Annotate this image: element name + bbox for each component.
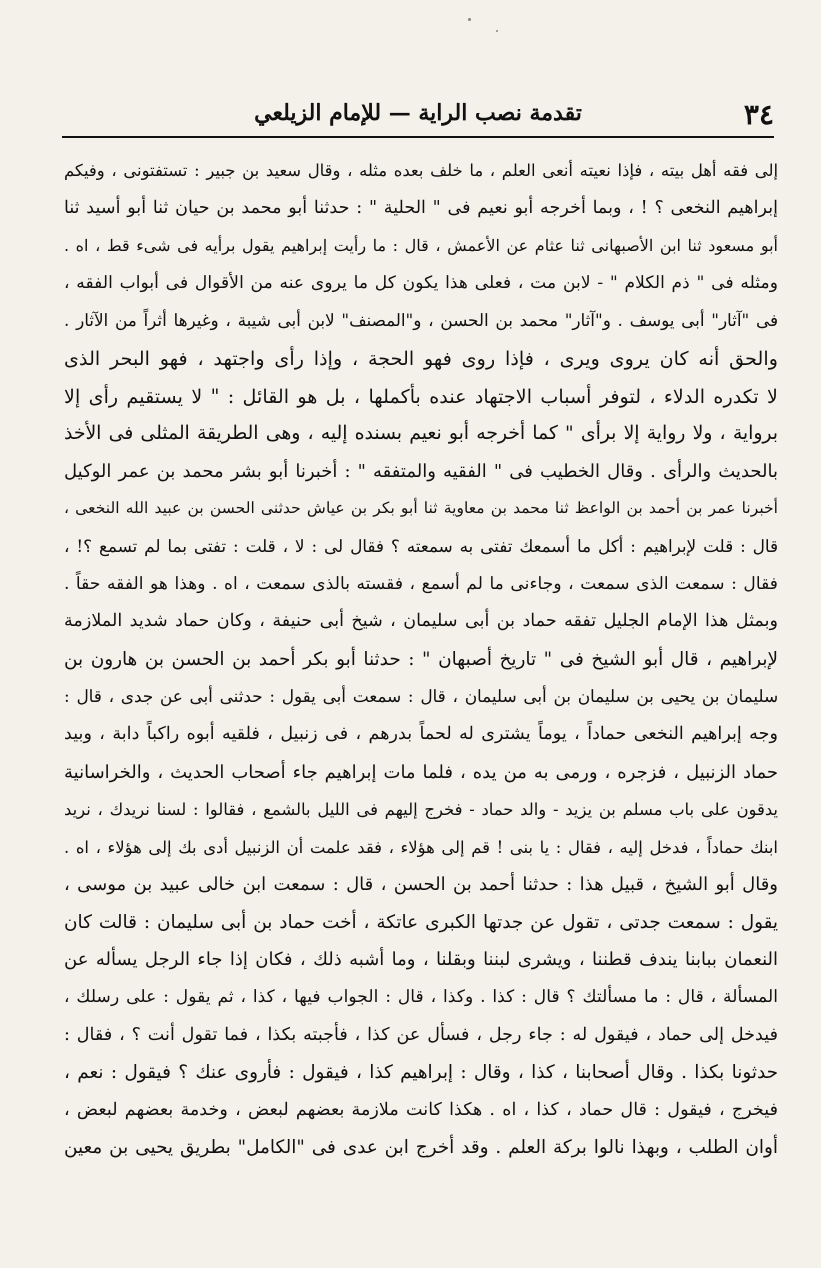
text-line: سليمان بن يحيى بن سليمان بن أبى سليمان ، قال : سمعت أبى يقول : حدثنى أبى عن جدى ، قال : (64, 686, 778, 707)
text-line: فقال : سمعت الذى سمعت ، وجاءنى ما لم أسمع ، فقسته بالذى سمعت ، اه . وهذا هو الفقه حقاً . (64, 573, 778, 594)
text-line: برواية ، ولا رواية إلا برأى " كما أخرجه أبو نعيم بسنده إليه ، وهى الطريقة المثلى فى الأخذ (64, 423, 778, 445)
text-line: فيخرج ، فيقول : قال حماد ، كذا ، اه . هكذا كانت ملازمة بعضهم لبعض ، وخدمة بعضهم لبعض ، (64, 1099, 778, 1120)
text-line: يقول : سمعت جدتى ، تقول عن جدتها الكبرى عاتكة ، أخت حماد بن أبى سليمان : قالت كان (64, 911, 778, 933)
text-line: وجه إبراهيم النخعى حماداً ، يوماً يشترى له لحماً بدرهم ، فى زنبيل ، فلقيه أبوه راكباً دابة ، وبيد (64, 723, 778, 744)
text-line: فيدخل إلى حماد ، فيقول له : جاء رجل ، فسأل عن كذا ، فأجبته بكذا ، فما تقول أنت ؟ ، فقال : (64, 1024, 778, 1045)
text-line: إبراهيم النخعى ؟ ! ، وبما أخرجه أبو نعيم فى " الحلية " : حدثنا أبو محمد بن حيان ثنا أبو أسيد ثنا (64, 197, 778, 218)
text-line: حدثونا بكذا . وقال أصحابنا ، كذا ، وقال : إبراهيم كذا ، فيقول : فأروى عنك ؟ فيقول : نعم ، (64, 1062, 778, 1084)
page-number: ٣٤ (743, 98, 774, 131)
text-line: يدقون على باب مسلم بن يزيد - والد حماد - فخرج إليهم فى الليل بالشمع ، فقالوا : لسنا نريدك ، نريد (64, 800, 778, 820)
text-line: النعمان ببابنا يندف قطننا ، ويشرى لبننا وبقلنا ، وما أشبه ذلك ، فكان إذا جاء الرجل يسأله عن (64, 949, 778, 971)
text-line: أوان الطلب ، وبهذا نالوا بركة العلم . وقد أخرج ابن عدى فى "الكامل" بطريق يحيى بن معين (64, 1137, 778, 1159)
paper-speck (496, 30, 498, 32)
text-line: أخبرنا عمر بن أحمد بن الواعظ ثنا محمد بن معاوية ثنا أبو بكر بن عياش حدثنى الحسن بن عبيد الله النخعى ، (64, 499, 778, 518)
text-line: وبمثل هذا الإمام الجليل تفقه حماد بن أبى سليمان ، شيخ أبى حنيفة ، وكان حماد شديد الملازمة (64, 611, 778, 632)
body-text (64, 152, 778, 1167)
text-line: إلى فقه أهل بيته ، فإذا نعيته أنعى العلم ، ما خلف بعده مثله ، وقال سعيد بن جبير : تستفتونى ، وفيكم (64, 161, 778, 180)
text-line: وقال أبو الشيخ ، قبيل هذا : حدثنا أحمد بن الحسن ، قال : سمعت ابن خالى عبيد بن موسى ، (64, 874, 778, 896)
text-line: لإبراهيم ، قال أبو الشيخ فى " تاريخ أصبهان " : حدثنا أبو بكر أحمد بن الحسن بن هارون بن (64, 648, 778, 670)
header-rule (62, 136, 774, 138)
text-line: حماد الزنبيل ، فزجره ، ورمى به من يده ، فلما مات إبراهيم جاء أصحاب الحديث ، والخراسانية (64, 761, 778, 783)
text-line: ابنك حماداً ، فدخل إليه ، فقال : يا بنى ! قم إلى هؤلاء ، فقد علمت أن الزنبيل أدى بك إلى هؤلاء ، اه . (64, 837, 778, 857)
text-line: ومثله فى " ذم الكلام " - لابن مت ، فعلى هذا يكون كل ما يروى عنه من الأقوال فى أبواب الفقه ، (64, 272, 778, 293)
text-line: المسألة ، قال : ما مسألتك ؟ قال : كذا . وكذا ، قال : الجواب فيها ، كذا ، ثم يقول : على رسلك ، (64, 987, 778, 1008)
running-title: تقدمة نصب الراية — للإمام الزيلعي (254, 100, 582, 126)
text-line: قال : قلت لإبراهيم : أكل ما أسمعك تفتى به سمعته ؟ فقال لى : لا ، قلت : تفتى بما لم تسمع ؟! ، (64, 535, 778, 556)
paper-speck (468, 18, 471, 21)
text-line: بالحديث والرأى . وقال الخطيب فى " الفقيه والمتفقه " : أخبرنا أبو بشر محمد بن عمر الوكيل (64, 460, 778, 482)
page-header (62, 92, 774, 140)
text-line: أبو مسعود ثنا ابن الأصبهانى ثنا عثام عن الأعمش ، قال : ما رأيت إبراهيم يقول برأيه فى شىء قط ، اه . (64, 236, 778, 256)
text-line: والحق أنه كان يروى ويرى ، فإذا روى فهو الحجة ، وإذا رأى واجتهد ، فهو البحر الذى (64, 346, 778, 370)
text-line: فى "آثار" أبى يوسف . و"آثار" محمد بن الحسن ، و"المصنف" لابن أبى شيبة ، وغيرها أثراً من الآثار . (64, 310, 778, 331)
text-line: لا تكدره الدلاء ، لتوفر أسباب الاجتهاد عنده بأكملها ، بل هو القائل : " لا يستقيم رأى إلا (64, 384, 778, 408)
